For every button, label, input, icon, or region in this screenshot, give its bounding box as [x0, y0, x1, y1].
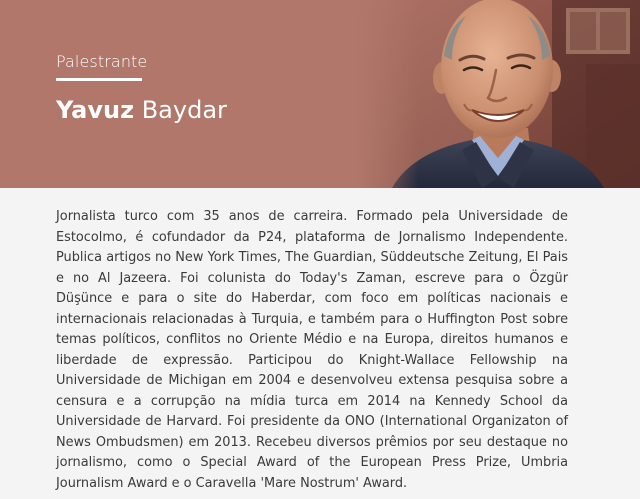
speaker-first-name: Yavuz — [56, 96, 135, 124]
speaker-name — [56, 95, 227, 125]
speaker-heading — [56, 52, 227, 125]
speaker-header — [0, 0, 640, 188]
speaker-portrait-icon — [356, 0, 640, 188]
speaker-photo — [356, 0, 640, 188]
speaker-last-name: Baydar — [141, 96, 227, 124]
speaker-bio: Jornalista turco com 35 anos de carreira. Formado pela Universidade de Estocolmo, é cofundador da P24, plataforma de Jornalismo Independente. Publica artigos no New York Times, The Guardian, Süddeutsche Zeitung, El Pais e no Al Jazeera. Foi colunista do Today's Zaman, escreve para o Özgür Düşünce e para o site do Haberdar, com foco em políticas nacionais e internacionais relacionadas à Turquia, e também para o Huffington Post sobre temas políticos, conflitos no Oriente Médio e na Europa, direitos humanos e liberdade de expressão. Participou do Knight-Wallace Fellowship na Universidade de Michigan em 2004 e desenvolveu extensa pesquisa sobre a censura e a corrupção na mídia turca em 2014 na Kennedy School da Universidade de Harvard. Foi presidente da ONO (International Organizaton of News Ombudsmen) em 2013. Recebeu diversos prêmios por seu destaque no jornalismo, como o Special Award of the European Press Prize, Umbria Journalism Award e o Caravella 'Mare Nostrum' Award. — [56, 209, 568, 491]
role-underline — [56, 78, 142, 81]
role-label: Palestrante — [56, 52, 148, 71]
